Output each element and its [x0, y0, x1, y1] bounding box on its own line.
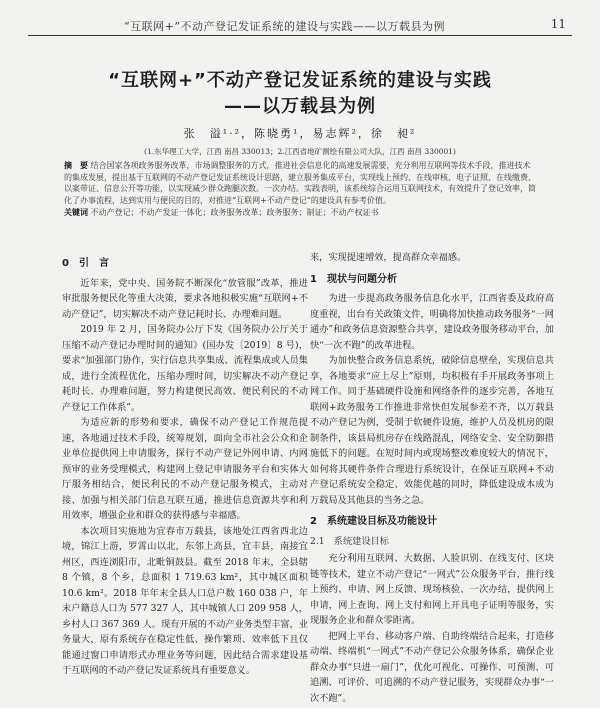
abstract-text: 结合国家各项政务服务改革，市场调整服务的方式，推进社会信息化的高速发展需要，充分利用互联网等技术手段，推进技术的集成发展，提出基于互联网的不动产登记发证系统设计思路，建立服务集成平台，实现线上预约、在线审核、电子证照、在线缴费、以案带证、信息公开等功能，以实现减少群众跑腿次数。一次办结。实践表明，该系统综合运用互联网技术，有效提升了登记效率，简化了办事流程，达到实用与便民的目的，对推进“互联网+不动产登记”的建设具有参考价值。 — [64, 161, 536, 205]
paragraph: 为进一步提高政务服务信息化水平，江西省委及政府高度重视，出台有关政策文件，明确将加快推动政务服务“一网通办”和政务信息资源整合共享，建设政务服务移动平台，加快“一次不跑”的改革进程。 — [310, 293, 554, 351]
subsection-heading-goals: 2.1 系统建设目标 — [310, 535, 389, 547]
paragraph: 2019 年 2 月，国务院办公厅下发《国务院办公厅关于压缩不动产登记办理时间的通知》(国办发〔2019〕8 号)，要求“加强部门协作，实行信息共享集成、流程集成或人员集成，进行全流程优化，压缩办理时间，切实解决不动产登记耗时长、办理难问题，努力构建便民高效、便民利民的不动产登记工作体系”。 — [62, 324, 308, 413]
section-heading-goals: 2 系统建设目标及功能设计 — [310, 516, 437, 527]
affiliation: (1.东华理工大学，江西 南昌 330013；2.江西省地矿测绘有限公司大队，江西 南昌 330001) — [144, 147, 456, 156]
right-column — [310, 250, 554, 706]
section-heading-status: 1 现状与问题分析 — [310, 273, 397, 285]
abstract-block — [64, 160, 536, 219]
paragraph: 近年来，党中央、国务院不断深化“放管服”改革，推进审批服务便民化等重大决策，要求各地积极实施“互联网+不动产登记”，切实解决不动产登记耗时长、办理难问题。 — [62, 277, 308, 320]
paragraph: 把网上平台、移动客户端、自助终端结合起来，打造移动端、终端机“一网式”不动产登记公众服务体系，确保企业群众办事“只进一扇门”，优化可视化、可操作、可预测、可追溯、可评价、可追溯的不动产登记服务，实现群众办事“一次不跑”。 — [310, 630, 554, 704]
keywords-label: 关键词 — [64, 208, 88, 217]
paragraph: 本次项目实施地为宜春市万载县，该地处江西省西北边境，锦江上游，罗霄山以北，东邻上高县，宜丰县，南接宜州区，西连浏阳市，北毗铜鼓县。截至 2018 年末，全县辖 8 个镇，8 个乡，总面积 1 719.63 km²，其中城区面积 10.6 km²。2018 年年末全县人口总户数 160 038 户，年末户籍总人口为 577 327 人，其中城镇人口 209 958 人，乡村人口 367 369 人。现有开展的不动产业务类型丰富，业务量大，原有系统存在稳定性低、操作繁琐、效率低下且仅能通过窗口申请形式办理业务等问题，因此结合需求建设基于互联网的不动产登记发证系统具有重要意义。 — [62, 525, 308, 676]
keywords-text: 不动产登记；不动产发证一体化；政务服务改革；政务服务；制证；不动产权证书 — [90, 208, 379, 217]
running-head-title: “互联网+”不动产登记发证系统的建设与实践——以万载县为例 — [124, 20, 445, 33]
abstract — [64, 160, 536, 206]
paragraph: 为加快整合政务信息系统，破除信息壁垒，实现信息共享，各地要求“应上尽上”原则，均积极有手开展政务事项上网工作。同于基础硬件设施和网络条件的逐步完善，各地互联网+政务服务工作推进非常快但发展参差不齐，以万载县不动产登记为例，受制于软硬件设施，维护人员及机房的限制条件，该县局机房存在线路混乱，网络安全、安全防御措施低下的问题。在短时间内或现场整改难度较大的情况下，如何将其硬件条件合理进行系统设计，在保证互联网+不动产登记系统安全稳定、效能优越的同时，降低建设成本成为万载局及其他县的当务之急。 — [310, 355, 554, 506]
left-column — [62, 250, 308, 679]
keywords — [64, 207, 536, 219]
paper-title-line2: ——以万载县为例 — [224, 96, 376, 117]
running-head — [28, 12, 572, 36]
paper-title-line1: “互联网+”不动产登记发证系统的建设与实践 — [108, 70, 492, 91]
paragraph: 充分利用互联网、大数据、人脸识别、在线支付、区块链等技术，建立不动产登记“一网式”公众服务平台，推行线上预约、申请、网上反馈、现场核验、一次办结，提供网上申请，网上查询、网上支付和网上开具电子证明等服务，实现服务企业和群众零距离。 — [310, 553, 554, 626]
paragraph: 为适应新的形势和要求，确保不动产登记工作规范提速，各地通过技术手段，统筹规划，面向全市社会公众和企业单位提供网上申请服务，探行不动产登记外网申请、内网预审的业务受理模式，构建网上登记申请服务平台和实体大厅服务相结合，便民利民的不动产登记服务模式，主动对接、加强与相关部门信息互联互通，推进信息资源共享和利用效率，增强企业和群众的获得感与幸福感。 — [62, 417, 308, 521]
paragraph: 来，实现提速增效，提高群众幸福感。 — [310, 252, 467, 263]
authors: 张 溢¹·²，陈晓勇¹，易志辉²，徐 昶² — [183, 127, 417, 140]
section-heading-intro: 0 引 言 — [62, 258, 109, 269]
abstract-label: 摘 要 — [64, 161, 88, 170]
page-number: 11 — [550, 17, 566, 31]
